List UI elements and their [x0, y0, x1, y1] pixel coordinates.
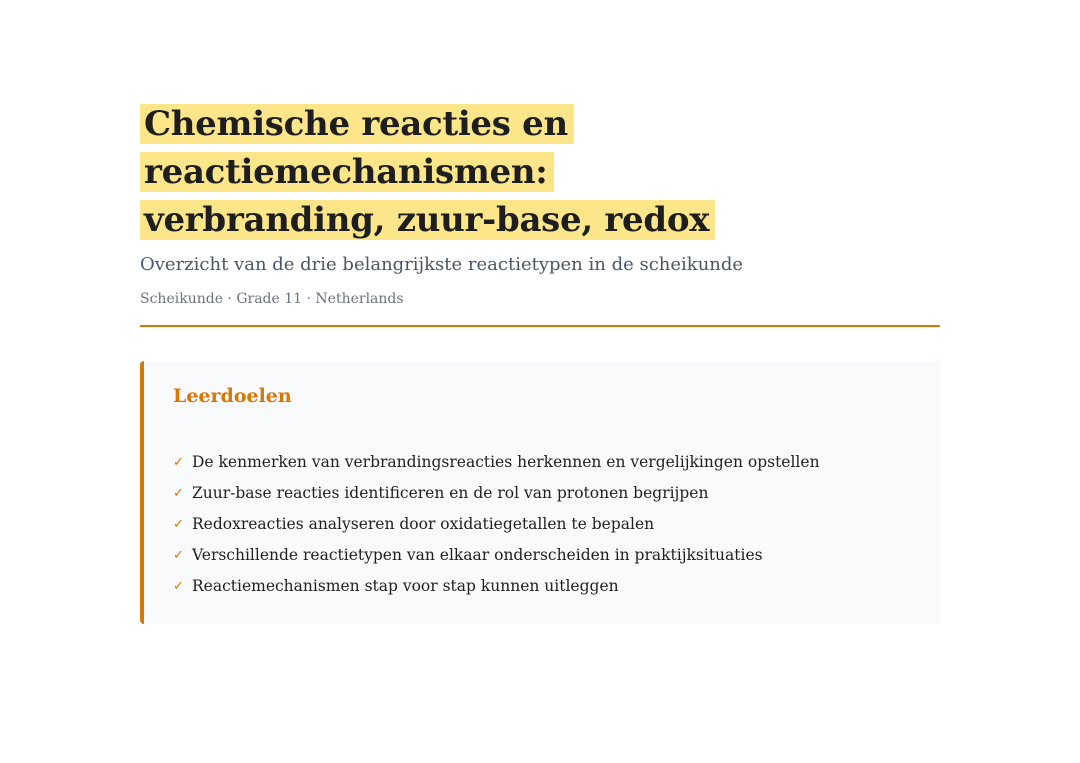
- objective-text: Redoxreacties analyseren door oxidatiegetallen te bepalen: [192, 515, 655, 533]
- check-icon: ✓: [173, 579, 184, 594]
- header-divider: [140, 325, 940, 327]
- page-title: [140, 100, 940, 244]
- objective-text: Zuur-base reacties identificeren en de rol van protonen begrijpen: [192, 484, 709, 502]
- title-line-1: Chemische reacties en reactiemechanismen:: [140, 104, 574, 192]
- title-line-2: verbranding, zuur-base, redox: [140, 200, 715, 240]
- objective-item: [173, 571, 910, 602]
- objectives-list: [173, 447, 910, 602]
- objective-text: De kenmerken van verbrandingsreacties herkennen en vergelijkingen opstellen: [192, 453, 820, 471]
- lesson-meta: Scheikunde · Grade 11 · Netherlands: [140, 291, 404, 307]
- objective-item: [173, 447, 910, 478]
- objectives-title: Leerdoelen: [173, 385, 292, 407]
- check-icon: ✓: [173, 548, 184, 563]
- objective-text: Reactiemechanismen stap voor stap kunnen uitleggen: [192, 577, 619, 595]
- objective-item: [173, 540, 910, 571]
- learning-objectives-panel: [140, 361, 940, 624]
- check-icon: ✓: [173, 455, 184, 470]
- objective-item: [173, 478, 910, 509]
- check-icon: ✓: [173, 486, 184, 501]
- lesson-page: [140, 100, 940, 624]
- page-subtitle: Overzicht van de drie belangrijkste reactietypen in de scheikunde: [140, 254, 744, 275]
- objective-item: [173, 509, 910, 540]
- objective-text: Verschillende reactietypen van elkaar onderscheiden in praktijksituaties: [192, 546, 763, 564]
- check-icon: ✓: [173, 517, 184, 532]
